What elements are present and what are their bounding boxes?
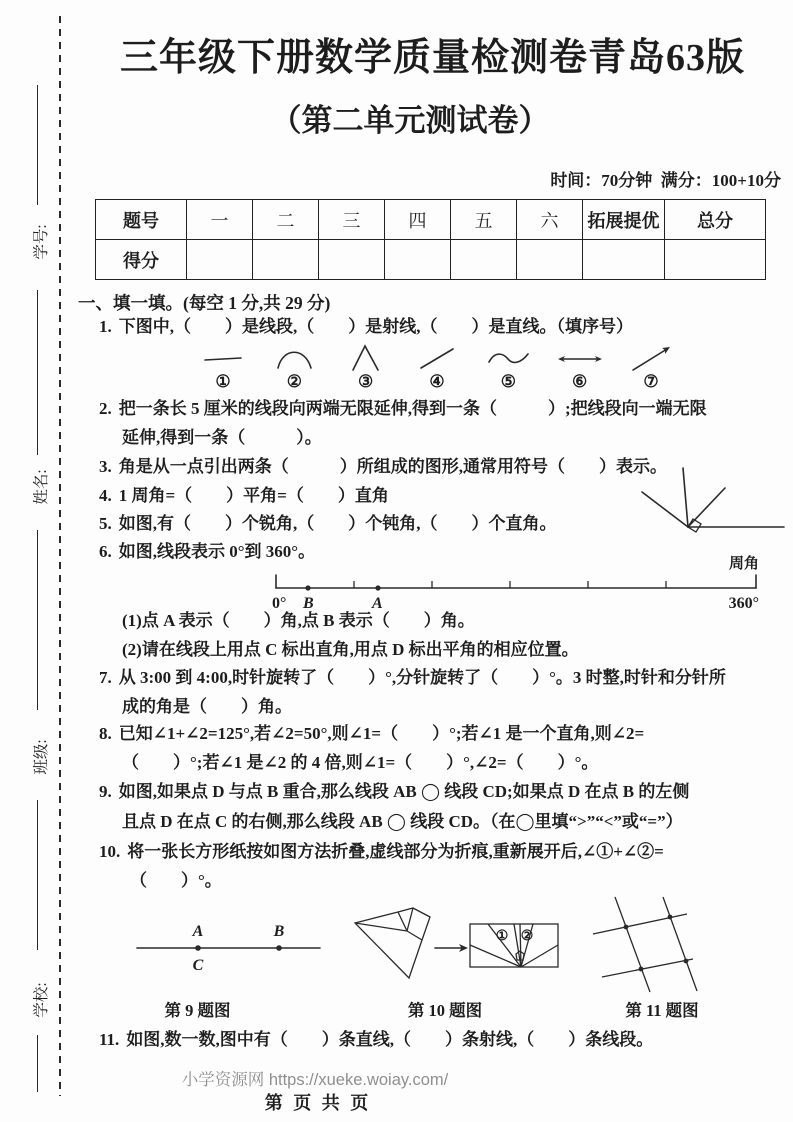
- figure-ray: [620, 343, 682, 392]
- question-number: 8.: [99, 724, 112, 743]
- score-table-header-cell: 总分: [665, 200, 766, 240]
- wavy-curve-figure: [482, 343, 534, 371]
- figure-11-caption: 第 11 题图: [625, 1001, 699, 1020]
- score-cell: [451, 240, 517, 280]
- point-B-label: B: [303, 595, 314, 612]
- figure-10-caption: 第 10 题图: [407, 1001, 483, 1020]
- score-cell: [665, 240, 766, 280]
- question-7-line-1: 7. 从 3:00 到 4:00,时针旋转了（ ）°,分针旋转了（ ）°。3 时整,时针和分针所: [99, 668, 726, 687]
- question-3: 3. 角是从一点引出两条（ ）所组成的图形,通常用符号（ ）表示。: [99, 457, 667, 476]
- score-table-header-cell: 题号: [96, 200, 187, 240]
- question-1: 1. 下图中,（ ）是线段,（ ）是射线,（ ）是直线。（填序号）: [99, 317, 633, 336]
- question-6: 6. 如图,线段表示 0°到 360°。: [99, 542, 316, 561]
- question-9-line-1: 9. 如图,如果点 D 与点 B 重合,那么线段 AB ◯ 线段 CD;如果点 D 在点 B 的左侧: [99, 782, 690, 801]
- figure-9-caption: 第 9 题图: [164, 1001, 231, 1020]
- score-cell: [583, 240, 665, 280]
- point-B-dot: [305, 585, 310, 590]
- question-9-line-2: 且点 D 在点 C 的右侧,那么线段 AB ◯ 线段 CD。（在◯里填“>”“<”或“=”）: [122, 812, 683, 831]
- score-cell: [253, 240, 319, 280]
- question-11-lines-figure: [588, 895, 704, 997]
- question-number: 2.: [99, 399, 112, 418]
- full-angle-label: 周角: [728, 556, 759, 572]
- segment-figure: [197, 343, 249, 371]
- sidebar-label-class: 班级:: [33, 739, 50, 775]
- sidebar-label-student-id: 学号:: [33, 224, 50, 260]
- score-table: [95, 199, 766, 280]
- figure-slant-segment: [406, 343, 468, 392]
- question-2-line-1: 2. 把一条长 5 厘米的线段向两端无限延伸,得到一条（ ）;把线段向一端无限: [99, 399, 707, 418]
- sidebar-label-school: 学校:: [33, 982, 50, 1018]
- score-table-header-cell: 五: [451, 200, 517, 240]
- score-table-header-cell: 三: [319, 200, 385, 240]
- question-11: 11. 如图,数一数,图中有（ ）条直线,（ ）条射线,（ ）条线段。: [99, 1030, 654, 1049]
- score-cell: [517, 240, 583, 280]
- score-table-header-cell: 一: [187, 200, 253, 240]
- unfold-arrow-icon: [434, 940, 470, 956]
- question-6-numberline-figure: [272, 556, 772, 612]
- figure-arc: [263, 343, 325, 392]
- arc-figure: [268, 343, 320, 371]
- question-number: 1.: [99, 317, 112, 336]
- zero-degree-label: 0°: [272, 595, 287, 612]
- question-6-sub-1: (1)点 A 表示（ ）角,点 B 表示（ ）角。: [122, 611, 475, 630]
- question-number: 7.: [99, 668, 112, 687]
- line-double-arrow-figure: [554, 343, 606, 371]
- question-2-line-2: 延伸,得到一条（ ）。: [122, 428, 322, 447]
- question-number: 10.: [99, 842, 121, 861]
- figure-mark: ②: [286, 372, 302, 391]
- score-table-header-row: [96, 200, 766, 240]
- section-1-heading: 一、填一填。(每空 1 分,共 29 分): [78, 293, 331, 313]
- student-info-blank-line: [37, 290, 38, 455]
- figure-segment: [192, 343, 254, 392]
- question-5-angle-figure: [632, 460, 787, 540]
- point-A-dot: [375, 585, 380, 590]
- figure-mark: ⑥: [572, 372, 588, 391]
- question-10-line-2: （ ）°。: [130, 871, 222, 890]
- time-score-info: 时间：70分钟 满分：100+10分: [550, 171, 781, 190]
- point-B-label: B: [273, 923, 285, 940]
- question-number: 9.: [99, 782, 112, 801]
- student-info-blank-line: [37, 530, 38, 710]
- slant-segment-figure: [411, 343, 463, 371]
- figure-mark: ⑦: [643, 372, 659, 391]
- point-C-label: C: [192, 957, 204, 974]
- figure-mark: ①: [215, 372, 231, 391]
- page-subtitle: （第二单元测试卷）: [270, 103, 550, 138]
- score-table-score-row: [96, 240, 766, 280]
- score-table-header-cell: 拓展提优: [583, 200, 665, 240]
- sidebar-label-name: 姓名:: [33, 469, 50, 505]
- question-10-folded-paper-figure: [352, 906, 437, 984]
- question-5: 5. 如图,有（ ）个锐角,（ ）个钝角,（ ）个直角。: [99, 514, 557, 533]
- question-7-line-2: 成的角是（ ）角。: [122, 697, 292, 716]
- score-cell: [187, 240, 253, 280]
- question-4: 4. 1 周角=（ ）平角=（ ）直角: [99, 486, 389, 505]
- question-8-line-2: （ ）°;若∠1 是∠2 的 4 倍,则∠1=（ ）°,∠2=（ ）°。: [122, 753, 599, 772]
- angle-2-mark: ②: [520, 929, 534, 944]
- score-label-cell: 得分: [96, 240, 187, 280]
- page-number-line: 第 页 共 页: [264, 1093, 372, 1113]
- question-9-figure: [130, 908, 330, 978]
- question-1-figures: [192, 343, 682, 392]
- question-number: 5.: [99, 514, 112, 533]
- question-number: 11.: [99, 1030, 120, 1049]
- angle-figure: [340, 343, 392, 371]
- figure-line: [549, 343, 611, 392]
- question-number: 4.: [99, 486, 112, 505]
- figure-mark: ③: [358, 372, 374, 391]
- question-8-line-1: 8. 已知∠1+∠2=125°,若∠2=50°,则∠1=（ ）°;若∠1 是一个直角,则∠2=: [99, 724, 645, 743]
- figure-mark: ⑤: [500, 372, 516, 391]
- question-number: 6.: [99, 542, 112, 561]
- source-watermark: 小学资源网 https://xueke.woiay.com/: [181, 1071, 449, 1089]
- question-number: 3.: [99, 457, 112, 476]
- point-A-label: A: [372, 595, 383, 612]
- figure-wavy-curve: [477, 343, 539, 392]
- question-10-line-1: 10. 将一张长方形纸按如图方法折叠,虚线部分为折痕,重新展开后,∠①+∠②=: [99, 842, 664, 861]
- score-table-header-cell: 四: [385, 200, 451, 240]
- score-table-header-cell: 二: [253, 200, 319, 240]
- figure-mark: ④: [429, 372, 445, 391]
- angle-1-mark: ①: [495, 929, 509, 944]
- figure-angle: [335, 343, 397, 392]
- ray-figure: [625, 343, 677, 371]
- score-cell: [385, 240, 451, 280]
- score-cell: [319, 240, 385, 280]
- question-6-sub-2: (2)请在线段上用点 C 标出直角,用点 D 标出平角的相应位置。: [122, 640, 579, 659]
- point-A-label: A: [192, 923, 204, 940]
- student-info-blank-line: [37, 800, 38, 950]
- full-angle-degree-label: 360°: [728, 595, 759, 612]
- question-10-rectangle-figure: [469, 921, 561, 971]
- score-table-header-cell: 六: [517, 200, 583, 240]
- page-title: 三年级下册数学质量检测卷青岛63版: [119, 37, 745, 79]
